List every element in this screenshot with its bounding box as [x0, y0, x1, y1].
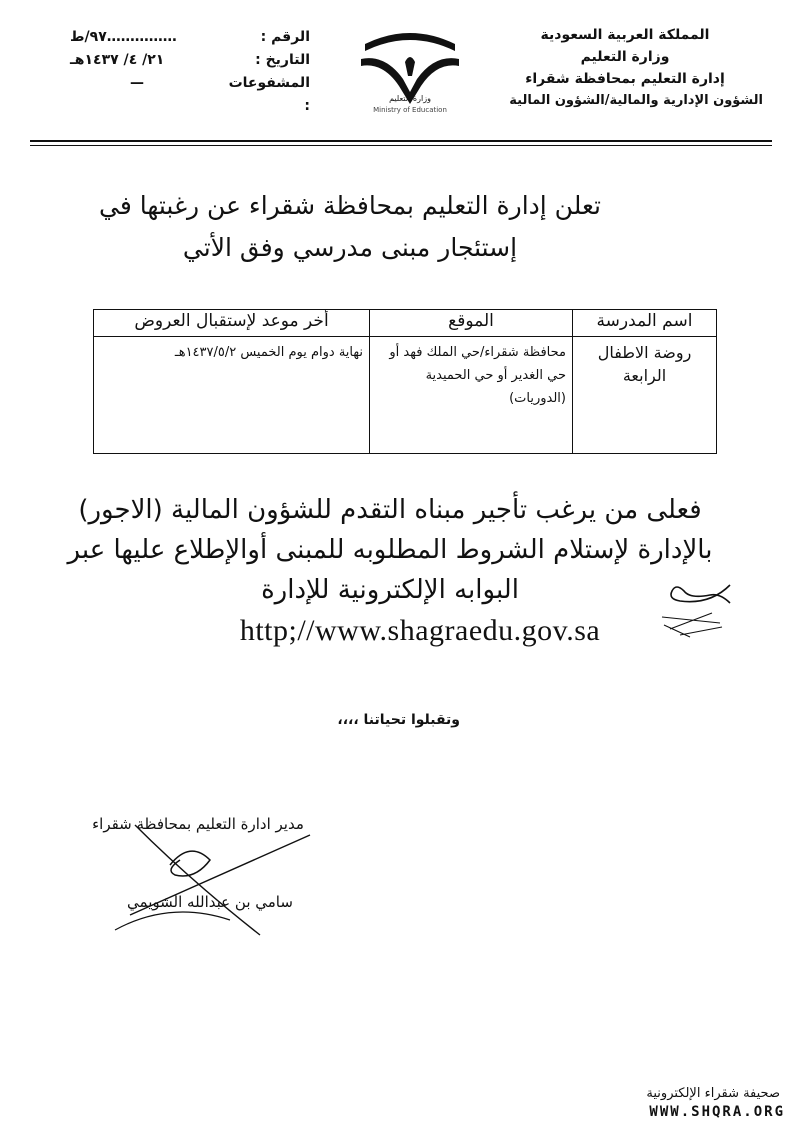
- letterhead-org: [495, 24, 763, 112]
- header-school: اسم المدرسة: [573, 310, 717, 337]
- footer-site-name: صحيفة شقراء الإلكترونية: [646, 1086, 780, 1101]
- table-row: [94, 337, 717, 454]
- reference-block: [70, 26, 310, 118]
- body-line-1: فعلى من يرغب تأجير مبناه التقدم للشؤون المالية (الاجور): [78, 495, 702, 525]
- announcement-title: [40, 185, 660, 269]
- ref-label: الرقم :: [260, 29, 310, 45]
- country-line: المملكة العربية السعودية: [540, 27, 710, 43]
- cell-deadline: نهاية دوام يوم الخميس ١٤٣٧/٥/٢هـ: [94, 337, 370, 454]
- header-rule-thin: [30, 145, 772, 146]
- logo-caption-en: Ministry of Education: [373, 106, 447, 114]
- table-header-row: [94, 310, 717, 337]
- body-line-3: البوابه الإلكترونية للإدارة: [261, 575, 519, 605]
- logo-caption: وزارة التعليم: [389, 94, 431, 103]
- header-rule: [30, 140, 772, 142]
- ministry-line: وزارة التعليم: [580, 49, 670, 65]
- body-text: [60, 490, 720, 610]
- attachments-label: المشفوعات :: [228, 75, 310, 114]
- ref-value: ……………٩٧/ط: [70, 29, 177, 45]
- closing-regards: وتقبلوا تحياتنا ،،،،: [337, 712, 460, 728]
- cell-location: محافظة شقراء/حي الملك فهد أو حي الغدير أو حي الحميدية (الدوريات): [370, 337, 573, 454]
- signatory-name: سامي بن عبدالله الشويمي: [127, 893, 293, 911]
- signatory-title: مدير ادارة التعليم بمحافظة شقراء: [92, 815, 304, 833]
- footer-site-url[interactable]: WWW.SHQRA.ORG: [649, 1104, 785, 1120]
- portal-link[interactable]: http;//www.shagraedu.gov.sa: [239, 614, 601, 647]
- cell-school: روضة الاطفال الرابعة: [573, 337, 717, 454]
- body-line-2: بالإدارة لإستلام الشروط المطلوبه للمبنى أوالإطلاع عليها عبر: [67, 535, 713, 565]
- title-line-1: تعلن إدارة التعليم بمحافظة شقراء عن رغبتها في: [98, 191, 601, 220]
- date-label: التاريخ :: [255, 52, 310, 68]
- header-deadline: أخر موعد لإستقبال العروض: [94, 310, 370, 337]
- handwritten-initials-icon: [650, 575, 740, 650]
- attachments-value: —: [130, 75, 144, 91]
- handwritten-signature-icon: [110, 820, 320, 940]
- date-value: ٢١/ ٤/ ١٤٣٧هـ: [70, 52, 165, 68]
- title-line-2: إستئجار مبنى مدرسي وفق الأتي: [182, 233, 518, 262]
- department-line: إدارة التعليم بمحافظة شقراء: [525, 71, 725, 87]
- header-location: الموقع: [370, 310, 573, 337]
- rental-table: [93, 309, 717, 454]
- section-line: الشؤون الإدارية والمالية/الشؤون المالية: [509, 93, 763, 108]
